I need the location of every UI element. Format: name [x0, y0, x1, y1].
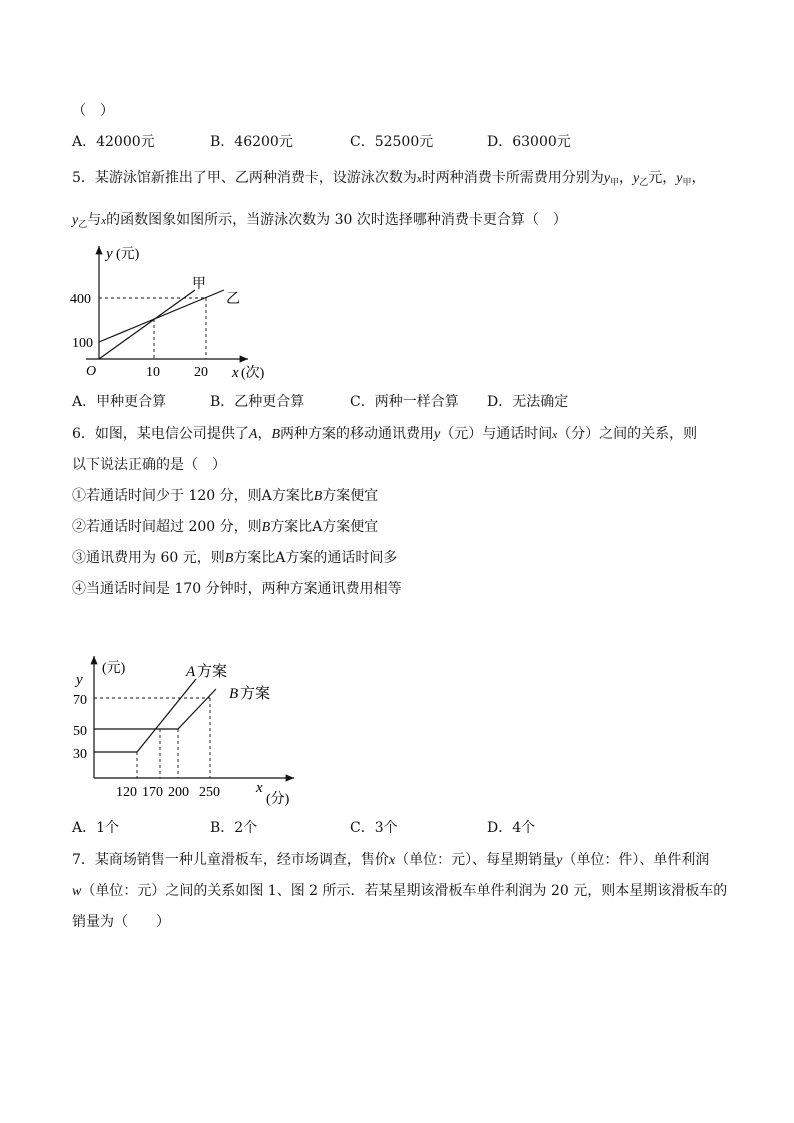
- q6-plan-b-text: 方案: [240, 686, 271, 702]
- q6-option-b: B．2个: [210, 820, 258, 836]
- q5-ylabel-unit: (元): [116, 247, 140, 262]
- q6-statement-1: ①若通话时间少于 120 分，则A方案比B方案便宜: [72, 488, 379, 504]
- q6-ylabel-y: y: [76, 672, 83, 688]
- q5-xlabel-x: x: [232, 365, 239, 381]
- q6-statement-4: ④当通话时间是 170 分钟时，两种方案通讯费用相等: [72, 581, 402, 597]
- q4-answer-paren: （ ）: [72, 103, 114, 119]
- q6-plan-a-letter: A: [186, 664, 196, 680]
- q5-origin: O: [86, 364, 97, 379]
- q5-ylabel-y: y: [106, 246, 113, 262]
- q6-plan-a-text: 方案: [197, 664, 228, 680]
- q6-stem-line1: 6．如图，某电信公司提供了A，B两种方案的移动通讯费用y（元）与通话时间x（分）之间的关系，则: [72, 426, 698, 442]
- q5-ytick-100: 100: [72, 336, 93, 351]
- q5-ytick-400: 400: [70, 292, 91, 307]
- q4-option-b: B．46200元: [210, 134, 293, 150]
- q6-xlabel-x: x: [256, 780, 263, 796]
- q6-ytick-50: 50: [73, 724, 87, 739]
- q5-graph: [66, 240, 286, 385]
- q5-option-a: A．甲种更合算: [72, 394, 167, 410]
- q5-line-jia: [99, 290, 195, 359]
- q5-xtick-10: 10: [146, 365, 160, 380]
- q6-statement-2: ②若通话时间超过 200 分，则B方案比A方案便宜: [72, 519, 379, 535]
- q4-option-a: A．42000元: [72, 134, 155, 150]
- q5-option-c: C．两种一样合算: [350, 394, 459, 410]
- q7-stem-line2: w（单位：元）之间的关系如图 1、图 2 所示．若某星期该滑板车单件利润为 20 元，则本星期该滑板车的: [72, 883, 728, 899]
- q6-option-c: C．3个: [350, 820, 398, 836]
- q4-option-c: C．52500元: [350, 134, 434, 150]
- q5-stem-line1: 5．某游泳馆新推出了甲、乙两种消费卡，设游泳次数为x时两种消费卡所需费用分别为$y_甲$，$y_乙$元，$y_甲$，: [72, 170, 706, 188]
- q5-option-d: D．无法确定: [487, 394, 569, 410]
- q5-xlabel-unit: (次): [241, 366, 265, 381]
- q6-statement-3: ③通讯费用为 60 元，则B方案比A方案的通话时间多: [72, 550, 398, 566]
- q6-line-plan-b: [94, 689, 216, 729]
- q5-stem-line2: $y_乙$与x的函数图象如图所示，当游泳次数为 30 次时选择哪种消费卡更合算（ ）: [72, 212, 567, 230]
- q5-option-b: B．乙种更合算: [210, 394, 305, 410]
- q6-stem-line2: 以下说法正确的是（ ）: [72, 457, 226, 473]
- q6-option-a: A．1个: [72, 820, 120, 836]
- q5-label-yi: 乙: [226, 292, 240, 307]
- q6-xtick-250: 250: [199, 785, 220, 800]
- q7-stem-line1: 7．某商场销售一种儿童滑板车，经市场调查，售价x（单位：元）、每星期销量y（单位：件）、单件利润: [72, 852, 710, 868]
- q6-line-plan-a: [94, 679, 196, 752]
- q4-option-d: D．63000元: [487, 134, 571, 150]
- q7-stem-line3: 销量为（ ）: [72, 914, 170, 930]
- q6-xtick-120: 120: [116, 785, 137, 800]
- q6-plan-b-letter: B: [229, 686, 239, 702]
- q6-xtick-200: 200: [168, 785, 189, 800]
- q5-label-jia: 甲: [192, 277, 206, 292]
- q6-xtick-170: 170: [142, 785, 163, 800]
- q6-option-d: D．4个: [487, 820, 536, 836]
- q6-graph: [66, 652, 316, 812]
- q5-xtick-20: 20: [194, 365, 208, 380]
- q6-ytick-30: 30: [73, 747, 87, 762]
- q6-ytick-70: 70: [73, 693, 87, 708]
- q6-xlabel-unit: (分): [266, 792, 290, 807]
- q6-ylabel-unit: (元): [102, 661, 126, 676]
